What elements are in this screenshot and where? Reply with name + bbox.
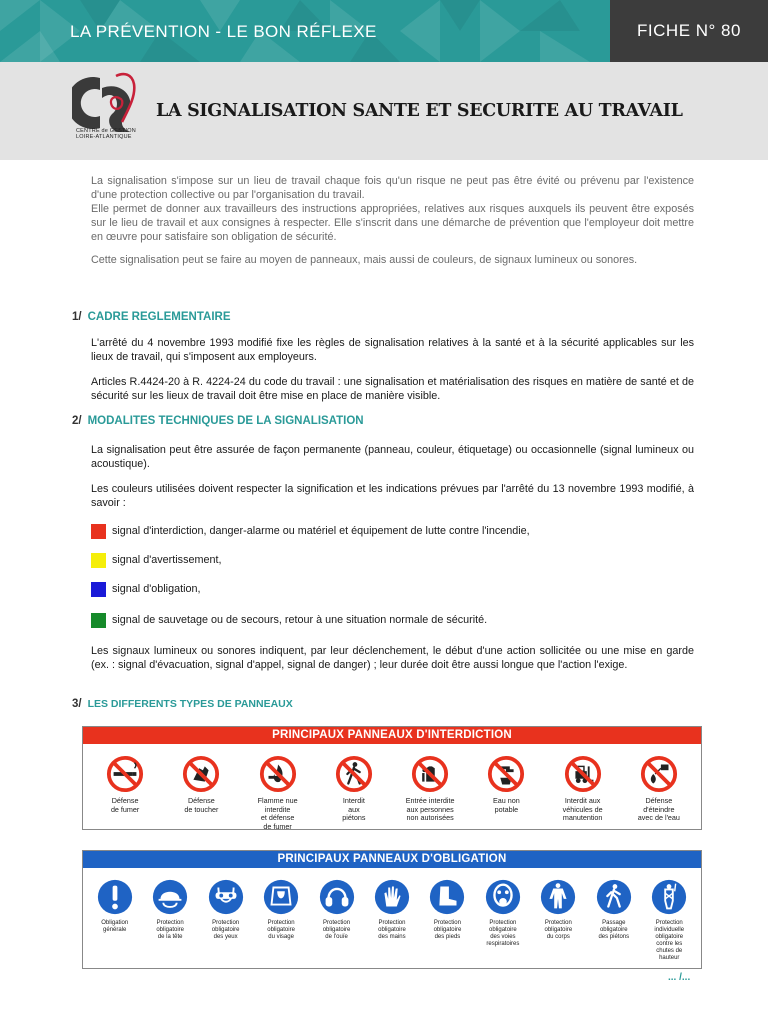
fall-protection-icon [650, 878, 688, 916]
intro-paragraph-2: Elle permet de donner aux travailleurs des instructions appropriées, relatives aux risques auxquels ils peuvent être exposés sur le lieu de travail et aux consignes à respecter. Elle s'inscrit dans une démarche de prévention que l'employeur doit mettre en œuvre pour satisfaire son obligation de sécurité. [91, 203, 694, 243]
sign-eye-protection [199, 878, 253, 962]
blue-swatch [91, 582, 106, 597]
sign-label: Flamme nue interdite et défense de fumer [257, 796, 298, 831]
color-row-red [91, 523, 694, 539]
sign-hand-protection [365, 878, 419, 962]
header-title: LA PRÉVENTION - LE BON RÉFLEXE [70, 22, 377, 41]
eye-protection-icon [207, 878, 245, 916]
section-3-heading [72, 698, 293, 710]
color-label-blue: signal d'obligation, [112, 583, 201, 595]
intro-block [91, 174, 694, 276]
red-swatch [91, 524, 106, 539]
sign-label: Protection obligatoire des pieds [433, 920, 462, 940]
obligation-panel-title: PRINCIPAUX PANNEAUX D'OBLIGATION [83, 851, 701, 868]
sign-respiratory-protection [476, 878, 530, 962]
logo-text [76, 128, 136, 140]
no-touching-icon [182, 755, 220, 793]
sign-label: Interdit aux véhicules de manutention [562, 796, 603, 823]
sign-fall-protection [642, 878, 696, 962]
intro-paragraph-3: Cette signalisation peut se faire au moyen de panneaux, mais aussi de couleurs, de signaux lumineux ou sonores. [91, 254, 638, 266]
non-potable-water-icon [487, 755, 525, 793]
sign-no-forklifts [548, 755, 618, 831]
sign-label: Défense de fumer [110, 796, 140, 814]
green-swatch [91, 613, 106, 628]
logo-line1: CENTRE de GESTION [76, 128, 136, 134]
section-1-paragraph-1: L'arrêté du 4 novembre 1993 modifié fixe les règles de signalisation relatives à la santé et à la sécurité applicables sur les lieux de travail, qui s'imposent aux employeurs. [91, 337, 694, 363]
sign-label: Protection obligatoire de la tête [156, 920, 185, 940]
no-pedestrians-icon [335, 755, 373, 793]
no-forklifts-icon [564, 755, 602, 793]
section-2-heading [72, 415, 364, 427]
section-3-number: 3/ [72, 698, 82, 710]
interdiction-signs [83, 744, 701, 831]
sign-head-protection [143, 878, 197, 962]
no-water-extinguish-icon [640, 755, 678, 793]
no-open-flame-icon [259, 755, 297, 793]
document-title: LA SIGNALISATION SANTE ET SECURITE AU TRAVAIL [156, 101, 683, 121]
section-1-title: CADRE REGLEMENTAIRE [87, 311, 231, 323]
general-obligation-icon [96, 878, 134, 916]
ear-protection-icon [318, 878, 356, 916]
intro-paragraph-1: La signalisation s'impose sur un lieu de travail chaque fois qu'un risque ne peut pas être évité ou prévenu par l'existence d'une protection collective ou par l'organisation du travail. [91, 175, 694, 201]
sign-pedestrian-passage [587, 878, 641, 962]
head-protection-icon [151, 878, 189, 916]
interdiction-panel-title: PRINCIPAUX PANNEAUX D'INTERDICTION [83, 727, 701, 744]
no-entry-icon [411, 755, 449, 793]
sign-label: Interdit aux piétons [342, 796, 366, 823]
sign-label: Protection obligatoire du corps [544, 920, 573, 940]
section-1-heading [72, 311, 231, 323]
sign-no-smoking [90, 755, 160, 831]
sign-no-open-flame [243, 755, 313, 831]
interdiction-panel [82, 726, 702, 830]
foot-protection-icon [428, 878, 466, 916]
sign-body-protection [531, 878, 585, 962]
sign-non-potable-water [471, 755, 541, 831]
sign-no-entry [395, 755, 465, 831]
face-protection-icon [262, 878, 300, 916]
obligation-signs [83, 868, 701, 962]
hand-protection-icon [373, 878, 411, 916]
section-3-title: LES DIFFERENTS TYPES DE PANNEAUX [87, 698, 293, 710]
sign-no-water-extinguish [624, 755, 694, 831]
color-row-blue [91, 581, 694, 597]
section-2-title: MODALITES TECHNIQUES DE LA SIGNALISATION [87, 415, 364, 427]
color-row-green [91, 612, 694, 628]
sign-label: Passage obligatoire des piétons [598, 920, 630, 940]
sign-label: Protection obligatoire du visage [267, 920, 295, 940]
pedestrian-passage-icon [595, 878, 633, 916]
color-label-yellow: signal d'avertissement, [112, 554, 222, 566]
section-2-paragraph-3: Les signaux lumineux ou sonores indiquent, par leur déclenchement, le début d'une action sollicitée ou une mise en garde (ex. : signal d'évacuation, signal d'appel, signal de danger) ; leur durée doit être aussi longue que l'action l'exige. [91, 645, 694, 671]
section-2-paragraph-2: Les couleurs utilisées doivent respecter la signification et les indications prévues par l'arrêté du 13 novembre 1993 modifié, à savoir : [91, 483, 694, 509]
sign-label: Défense de toucher [184, 796, 219, 814]
color-row-yellow [91, 552, 694, 568]
sign-label: Défense d'éteindre avec de l'eau [637, 796, 680, 823]
continued-marker: ... /... [668, 972, 691, 983]
sign-label: Protection obligatoire de l'ouïe [322, 920, 351, 940]
sign-no-touching [166, 755, 236, 831]
sign-label: Eau non potable [492, 796, 520, 814]
sign-face-protection [254, 878, 308, 962]
section-2-body [91, 443, 694, 681]
body-protection-icon [539, 878, 577, 916]
sign-label: Entrée interdite aux personnes non autorisées [405, 796, 455, 823]
sign-label: Protection individuelle obligatoire contre les chutes de hauteur [654, 920, 685, 961]
color-label-red: signal d'interdiction, danger-alarme ou matériel et équipement de lutte contre l'incendie, [112, 525, 530, 537]
section-1-body [91, 336, 694, 412]
sign-label: Protection obligatoire des yeux [211, 920, 240, 940]
respiratory-protection-icon [484, 878, 522, 916]
fiche-number: FICHE N° 80 [610, 0, 768, 62]
yellow-swatch [91, 553, 106, 568]
sign-foot-protection [420, 878, 474, 962]
sign-label: Protection obligatoire des mains [378, 920, 406, 940]
section-1-number: 1/ [72, 311, 82, 323]
section-2-paragraph-1: La signalisation peut être assurée de façon permanente (panneau, couleur, étiquetage) ou occasionnelle (signal lumineux ou acoustique). [91, 444, 694, 470]
section-1-paragraph-2: Articles R.4424-20 à R. 4224-24 du code du travail : une signalisation et matérialisation des risques en matière de santé et de sécurité sur les lieux de travail doit être mise en place de manière visible. [91, 376, 694, 402]
sign-label: Protection obligatoire des voies respiratoires [486, 920, 520, 947]
color-label-green: signal de sauvetage ou de secours, retour à une situation normale de sécurité. [112, 614, 488, 626]
sign-label: Obligation générale [101, 920, 129, 933]
obligation-panel [82, 850, 702, 969]
section-2-number: 2/ [72, 415, 82, 427]
sign-no-pedestrians [319, 755, 389, 831]
sign-general-obligation [88, 878, 142, 962]
no-smoking-icon [106, 755, 144, 793]
sign-ear-protection [310, 878, 364, 962]
logo-line2: LOIRE-ATLANTIQUE [76, 134, 132, 140]
